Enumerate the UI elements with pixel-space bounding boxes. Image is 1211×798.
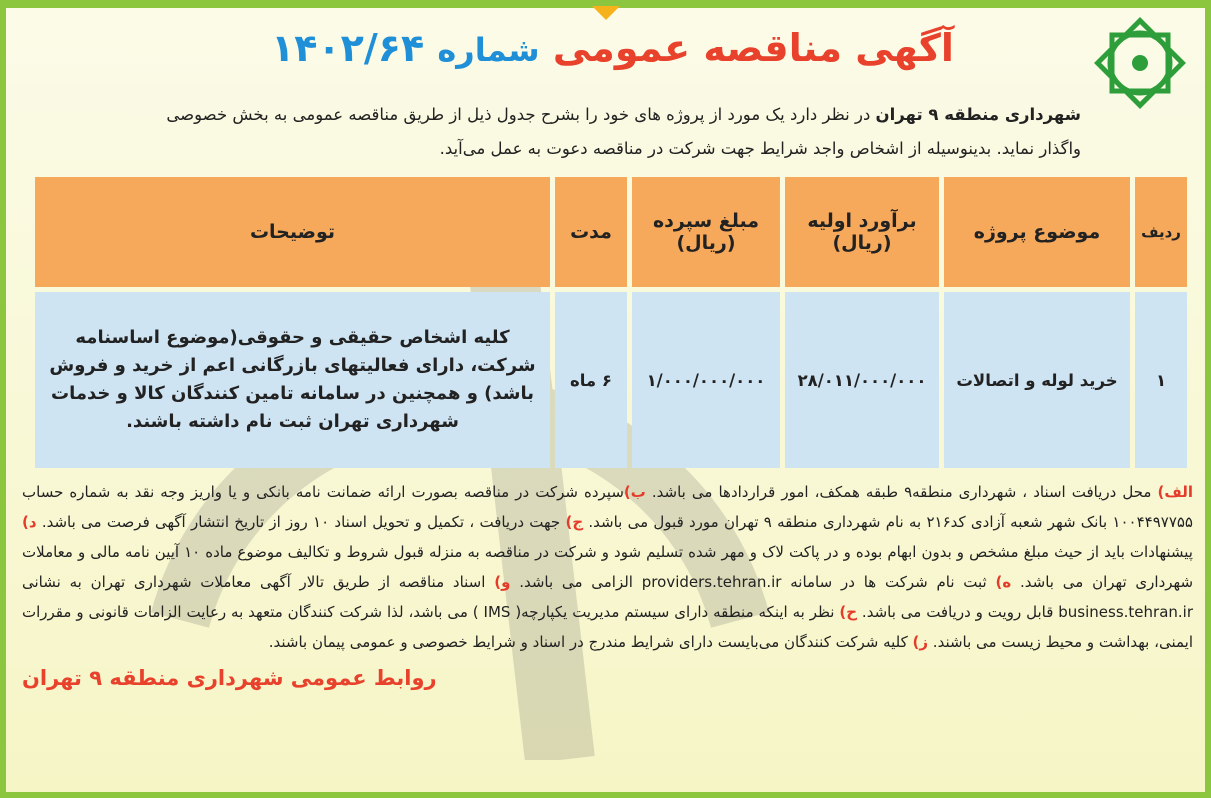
clause-label: د) — [22, 513, 37, 531]
clause-text: نظر به اینکه منطقه دارای سیستم مدیریت یکپارچه( IMS ) می باشد، لذا شرکت کنندگان متعهد به رعایت الزامات قانونی و مقررات ایمنی، بهداشت و محیط زیست می باشند. — [22, 603, 1193, 651]
cell-deposit: ۱/۰۰۰/۰۰۰/۰۰۰ — [632, 292, 780, 468]
clause-text: جهت دریافت ، تکمیل و تحویل اسناد ۱۰ روز از تاریخ انتشار آگهی فرصت می باشد. — [36, 513, 566, 531]
title-text: آگهی مناقصه عمومی — [552, 26, 954, 70]
cell-row-number: ۱ — [1135, 292, 1187, 468]
clause-label: ج) — [565, 513, 584, 531]
cell-subject: خرید لوله و اتصالات — [944, 292, 1130, 468]
intro-text: در نظر دارد یک مورد از پروژه های خود را بشرح جدول ذیل از طریق مناقصه عمومی به بخش خصوصی واگذار نماید. بدینوسیله از اشخاص واجد شرایط جهت شرکت در مناقصه دعوت به عمل می‌آید. — [166, 105, 1081, 158]
page-title — [162, 18, 1063, 80]
clause-text: محل دریافت اسناد ، شهرداری منطقه۹ طبقه همکف، امور قراردادها می باشد. — [645, 483, 1158, 501]
tender-number: ۱۴۰۲/۶۴ — [271, 26, 425, 70]
cell-estimate: ۲۸/۰۱۱/۰۰۰/۰۰۰ — [785, 292, 939, 468]
col-deposit: مبلغ سپرده (ریال) — [632, 177, 780, 287]
clause-label: ز) — [912, 633, 929, 651]
municipality-logo — [1085, 15, 1195, 111]
clause-label: ه) — [995, 573, 1012, 591]
intro-org: شهرداری منطقه ۹ تهران — [875, 105, 1081, 124]
clause-text: پیشنهادات باید از حیث مبلغ مشخص و بدون ابهام بوده و در پاکت لاک و مهر شده تسلیم شود و شرکت در مناقصه به منزله قبول شروط و تکالیف موضوع ماده ۱۰ آیین نامه مالی و معاملات شهرداری تهران می باشد. — [22, 543, 1194, 591]
footer-signature: روابط عمومی شهرداری منطقه ۹ تهران — [22, 666, 437, 690]
tender-table — [30, 172, 1192, 473]
col-duration: مدت — [555, 177, 627, 287]
clause-label: ب) — [623, 483, 646, 501]
clause-text: سپرده شرکت در مناقصه بصورت ارائه ضمانت نامه بانکی و یا واریز وجه نقد به شماره حساب ۱۰۰۴۴۹۷۷۵۵ بانک شهر شعبه آزادی کد۲۱۶ به نام شهرداری منطقه ۹ تهران مورد قبول می باشد. — [22, 483, 1193, 531]
footer-row — [22, 657, 1193, 693]
clause-text: اسناد مناقصه از طریق تالار آگهی معاملات شهرداری تهران به نشانی business.tehran.ir قابل رویت و دریافت می باشد. — [22, 573, 1193, 621]
conditions-paragraph — [22, 477, 1193, 657]
cell-description: کلیه اشخاص حقیقی و حقوقی(موضوع اساسنامه شرکت، دارای فعالیتهای بازرگانی اعم از خرید و فروش باشد) و همچنین در سامانه تامین کنندگان کالا و خدمات شهرداری تهران ثبت نام داشته باشند. — [35, 292, 550, 468]
clause-label: و) — [494, 573, 511, 591]
table-header-row — [35, 177, 1187, 287]
clause-label: الف) — [1157, 483, 1193, 501]
clause-text: کلیه شرکت کنندگان می‌بایست دارای شرایط مندرج در اسناد و شرایط خصوصی و عمومی پیمان باشند. — [268, 633, 913, 651]
intro-paragraph — [120, 98, 1081, 166]
number-label: شماره — [437, 31, 540, 69]
col-subject: موضوع پروژه — [944, 177, 1130, 287]
cell-duration: ۶ ماه — [555, 292, 627, 468]
clause-text: ثبت نام شرکت ها در سامانه providers.tehran.ir الزامی می باشد. — [510, 573, 996, 591]
col-description: توضیحات — [35, 177, 550, 287]
clause-label: ح) — [839, 603, 858, 621]
table-row — [35, 292, 1187, 468]
notch-marker — [592, 6, 620, 20]
col-row-number: ردیف — [1135, 177, 1187, 287]
col-estimate: برآورد اولیه (ریال) — [785, 177, 939, 287]
